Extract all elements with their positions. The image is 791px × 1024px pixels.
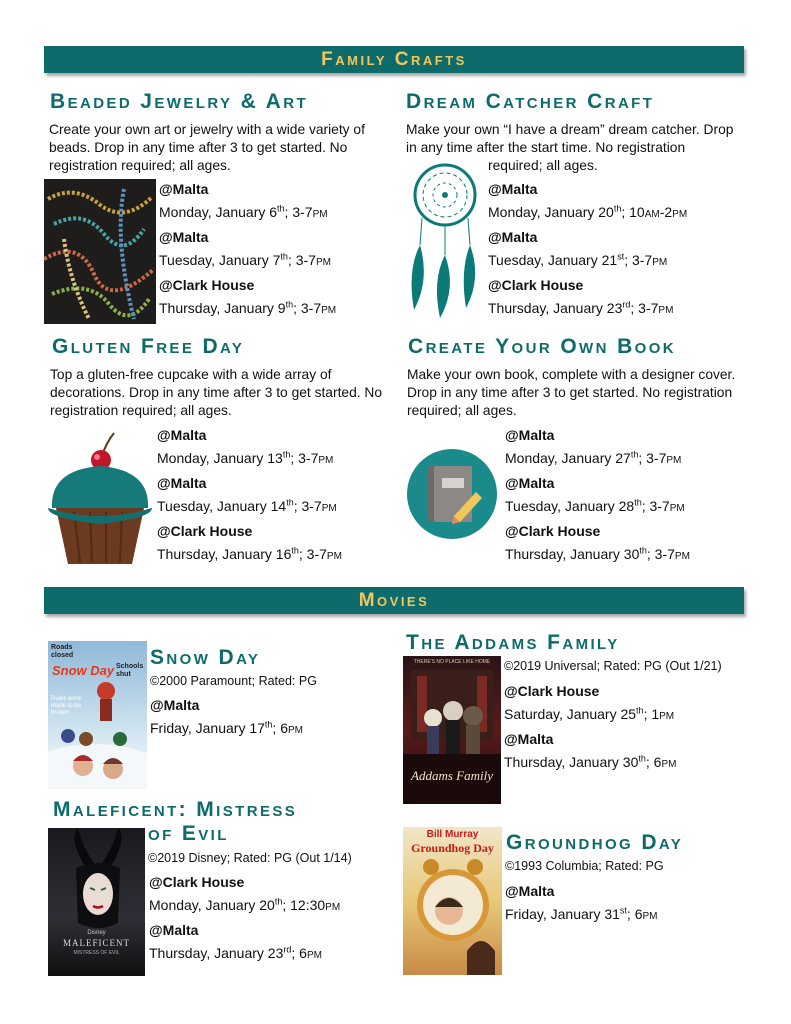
beaded-jewelry-title: Beaded Jewelry & Art <box>50 90 309 113</box>
book-icon-image <box>406 448 498 540</box>
beaded-jewelry-description: Create your own art or jewelry with a wide variety of beads. Drop in any time after 3 to get started. No registration required; all ages. <box>49 122 365 173</box>
beads-illustration <box>44 179 156 324</box>
addams-family-poster: THERE'S NO PLACE LIKE HOME Addams Family <box>403 656 501 804</box>
beaded-session-1: @Malta Monday, January 6th; 3-7pm <box>159 181 328 220</box>
dream-session-2: @Malta Tuesday, January 21st; 3-7pm <box>488 229 668 268</box>
maleficent-session-2: @Malta Thursday, January 23rd; 6pm <box>149 922 322 961</box>
dream-catcher-description-end: required; all ages. <box>488 158 598 173</box>
gluten-free-title: Gluten Free Day <box>52 335 245 358</box>
gluten-free-description: Top a gluten-free cupcake with a wide array of decorations. Drop in any time after 3 to get started. No registration required; all ages. <box>50 367 383 418</box>
groundhog-day-artwork <box>403 827 502 975</box>
cupcake-image <box>44 428 156 568</box>
dream-session-1: @Malta Monday, January 20th; 10am-2pm <box>488 181 688 220</box>
gluten-session-1: @Malta Monday, January 13th; 3-7pm <box>157 427 334 466</box>
addams-family-title: The Addams Family <box>406 631 620 654</box>
maleficent-session-1: @Clark House Monday, January 20th; 12:30pm <box>149 874 341 913</box>
addams-session-1: @Clark House Saturday, January 25th; 1pm <box>504 683 675 722</box>
addams-family-meta: ©2019 Universal; Rated: PG (Out 1/21) <box>504 659 722 673</box>
family-crafts-heading: Family Crafts <box>321 49 467 70</box>
maleficent-poster: Disney MALEFICENT MISTRESS OF EVIL <box>48 828 145 976</box>
family-crafts-banner <box>44 46 744 73</box>
gluten-session-2: @Malta Tuesday, January 14th; 3-7pm <box>157 475 337 514</box>
snow-day-session: @Malta Friday, January 17th; 6pm <box>150 697 303 736</box>
book-session-1: @Malta Monday, January 27th; 3-7pm <box>505 427 682 466</box>
book-session-3: @Clark House Thursday, January 30th; 3-7pm <box>505 523 690 562</box>
cupcake-illustration <box>44 428 156 568</box>
snow-day-meta: ©2000 Paramount; Rated: PG <box>150 674 317 688</box>
dream-catcher-image <box>402 160 488 320</box>
maleficent-title-line2: of Evil <box>148 822 229 845</box>
beaded-session-3: @Clark House Thursday, January 9th; 3-7pm <box>159 277 337 316</box>
movies-heading: Movies <box>358 590 430 611</box>
maleficent-title-line1: Maleficent: Mistress <box>53 798 298 821</box>
beaded-session-2: @Malta Tuesday, January 7th; 3-7pm <box>159 229 331 268</box>
snow-day-artwork <box>48 641 147 789</box>
dream-catcher-title: Dream Catcher Craft <box>406 90 655 113</box>
snow-day-title: Snow Day <box>150 646 261 669</box>
groundhog-day-session: @Malta Friday, January 31st; 6pm <box>505 883 658 922</box>
movies-banner <box>44 587 744 614</box>
create-book-title: Create Your Own Book <box>408 335 677 358</box>
addams-session-2: @Malta Thursday, January 30th; 6pm <box>504 731 677 770</box>
create-book-description: Make your own book, complete with a designer cover. Drop in any time after 3 to get started. No registration required; all ages. <box>407 367 736 418</box>
dream-catcher-illustration <box>402 160 488 320</box>
snow-day-poster: Roads closed Schools shut Snow Day Rules were made to be broken <box>48 641 147 789</box>
groundhog-day-title: Groundhog Day <box>506 831 684 854</box>
dream-catcher-description: Make your own “I have a dream” dream catcher. Drop in any time after the start time. No registration <box>406 122 734 155</box>
dream-session-3: @Clark House Thursday, January 23rd; 3-7pm <box>488 277 674 316</box>
groundhog-day-meta: ©1993 Columbia; Rated: PG <box>505 859 664 873</box>
notebook-icon <box>406 448 498 540</box>
gluten-session-3: @Clark House Thursday, January 16th; 3-7pm <box>157 523 342 562</box>
groundhog-day-poster: Bill Murray Groundhog Day <box>403 827 502 975</box>
maleficent-meta: ©2019 Disney; Rated: PG (Out 1/14) <box>148 851 352 865</box>
beads-image <box>44 179 156 324</box>
book-session-2: @Malta Tuesday, January 28th; 3-7pm <box>505 475 685 514</box>
